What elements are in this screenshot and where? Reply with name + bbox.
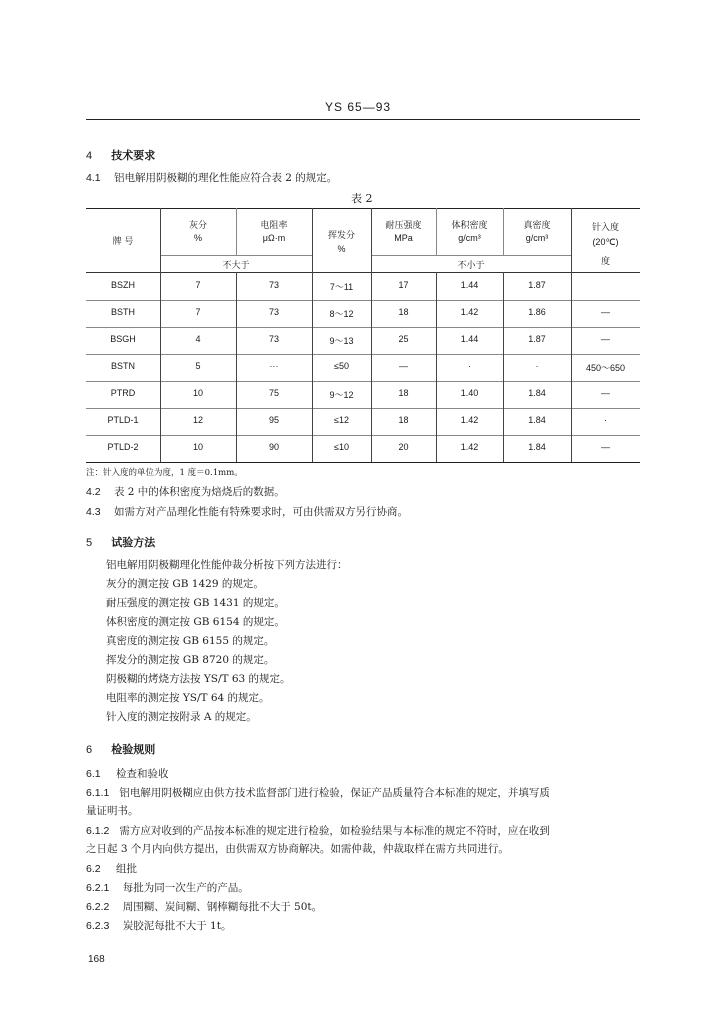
- clause-6-2: [86, 861, 137, 876]
- table-top-rule: [86, 208, 640, 209]
- cell-ash: 10: [192, 442, 203, 452]
- clause-6-1-1-text-2: 量证明书。: [86, 805, 139, 817]
- clause-6-2-2-number: 6.2.2: [86, 901, 110, 913]
- row-rule-1: [86, 300, 640, 301]
- cell-brand: PTLD-1: [107, 415, 139, 425]
- test-method-line: 针入度的测定按附录 A 的规定。: [106, 711, 257, 723]
- test-method-line: 阴极糊的烤烧方法按 YS/T 63 的规定。: [106, 673, 291, 685]
- header-compressive-unit: MPa: [394, 233, 413, 243]
- clause-6-1-number: 6.1: [86, 768, 101, 780]
- header-resistivity-unit: μΩ·m: [262, 233, 286, 243]
- clause-4-3-number: 4.3: [86, 506, 101, 518]
- cell-pen: —: [601, 307, 610, 317]
- header-subrule-left: [160, 255, 312, 256]
- cell-brand: PTRD: [110, 388, 136, 398]
- clause-6-2-1-text: 每批为同一次生产的产品。: [122, 882, 249, 894]
- cell-true: 1.87: [528, 280, 546, 290]
- header-volatile: 挥发分: [327, 231, 355, 241]
- page-number: 168: [88, 954, 105, 965]
- test-method-line: 灰分的测定按 GB 1429 的规定。: [106, 578, 264, 590]
- clause-6-2-number: 6.2: [86, 863, 101, 875]
- clause-4-2: [86, 484, 285, 499]
- cell-brand: BSTN: [110, 361, 135, 371]
- clause-4-1-number: 4.1: [86, 172, 101, 184]
- cell-comp: 17: [398, 280, 409, 290]
- cell-res: 73: [268, 307, 279, 317]
- cell-pen: 450～650: [585, 363, 626, 373]
- cell-ash: 7: [195, 280, 201, 290]
- clause-6-1-2: [86, 822, 646, 858]
- clause-6-2-1: [86, 880, 249, 895]
- clause-6-1-2-text-2: 之日起 3 个月内向供方提出，由供需双方协商解决。如需仲裁，仲裁取样在需方共同进行。: [86, 843, 509, 855]
- cell-vol: 8～12: [329, 309, 354, 319]
- cell-bulk: 1.44: [460, 280, 479, 290]
- cell-res: 95: [268, 415, 279, 425]
- clause-4-1-text: 铝电解用阴极糊的理化性能应符合表 2 的规定。: [113, 172, 338, 184]
- cell-true: 1.84: [528, 415, 546, 425]
- cell-true: 1.84: [528, 388, 546, 398]
- cell-true: 1.86: [528, 307, 546, 317]
- header-penetration: 针入度: [591, 223, 619, 233]
- cell-ash: 7: [195, 307, 201, 317]
- header-bulk-density: 体积密度: [451, 221, 488, 231]
- clause-4-3-text: 如需方对产品理化性能有特殊要求时，可由供需双方另行协商。: [113, 506, 408, 518]
- clause-6-1-1: [86, 784, 646, 820]
- clause-6-1-1-number: 6.1.1: [86, 787, 110, 799]
- cell-bulk: ·: [468, 361, 471, 371]
- cell-res: 73: [268, 334, 279, 344]
- test-method-line: 耐压强度的测定按 GB 1431 的规定。: [106, 597, 285, 609]
- cell-brand: BSZH: [110, 280, 135, 290]
- header-subrule-right: [371, 255, 571, 256]
- section-5-heading: [86, 531, 155, 550]
- cell-res: 73: [268, 280, 279, 290]
- clause-6-2-2-text: 周围糊、炭间糊、钢棒糊每批不大于 50t。: [122, 901, 323, 913]
- cell-pen: —: [601, 442, 610, 452]
- cell-ash: 5: [195, 361, 201, 371]
- test-method-line: 铝电解用阴极糊理化性能仲裁分析按下列方法进行：: [106, 559, 348, 571]
- cell-brand: BSTH: [110, 307, 135, 317]
- header-true-density-unit: g/cm³: [525, 233, 549, 243]
- header-bottom-rule: [86, 272, 640, 273]
- clause-6-1-2-line-1: [86, 822, 646, 840]
- cell-ash: 4: [195, 334, 201, 344]
- clause-6-1-2-text-1: 需方应对收到的产品按本标准的规定进行检验，如检验结果与本标准的规定不符时，应在收到: [119, 825, 550, 837]
- cell-comp: 25: [398, 334, 409, 344]
- standard-code: YS 65—93: [325, 100, 392, 114]
- cell-bulk: 1.42: [460, 415, 479, 425]
- cell-res: ···: [269, 361, 279, 371]
- cell-comp: 20: [398, 442, 409, 452]
- cell-pen: ·: [604, 415, 607, 425]
- header-ash-unit: %: [193, 233, 202, 243]
- clause-4-1: [86, 170, 337, 185]
- cell-brand: BSGH: [110, 334, 136, 344]
- row-rule-6: [86, 435, 640, 436]
- cell-bulk: 1.44: [460, 334, 479, 344]
- header-penetration-unit-2: 度: [600, 257, 610, 267]
- section-6-number: 6: [86, 744, 93, 756]
- clause-4-2-number: 4.2: [86, 486, 101, 498]
- clause-6-1: [86, 766, 168, 781]
- clause-4-2-text: 表 2 中的体积密度为焙烧后的数据。: [113, 486, 285, 498]
- cell-comp: 18: [398, 415, 409, 425]
- cell-comp: 18: [398, 388, 409, 398]
- cell-vol: ≤12: [334, 415, 349, 425]
- section-4-heading: [86, 144, 155, 163]
- section-5-number: 5: [86, 537, 93, 549]
- table-2: [86, 208, 640, 462]
- header-resistivity: 电阻率: [260, 221, 288, 231]
- cell-bulk: 1.42: [460, 442, 479, 452]
- test-method-line: 电阻率的测定按 YS/T 64 的规定。: [106, 692, 270, 704]
- section-5-title: 试验方法: [111, 536, 156, 549]
- clause-6-1-1-text-1: 铝电解用阴极糊应由供方技术监督部门进行检验，保证产品质量符合本标准的规定，并填写质: [119, 787, 550, 799]
- table-caption: 表 2: [351, 192, 373, 205]
- table-note: 注：针入度的单位为度，1 度＝0.1mm。: [86, 468, 243, 478]
- section-6-heading: [86, 738, 155, 757]
- clause-6-2-3-number: 6.2.3: [86, 920, 110, 932]
- test-method-line: 挥发分的测定按 GB 8720 的规定。: [106, 654, 275, 666]
- cell-pen: —: [601, 388, 610, 398]
- col-rule-5-head: [436, 208, 437, 255]
- cell-vol: 7～11: [329, 282, 354, 292]
- test-method-line: 真密度的测定按 GB 6155 的规定。: [106, 635, 275, 647]
- section-4-number: 4: [86, 150, 93, 162]
- header-not-greater: 不大于: [222, 261, 250, 271]
- header-rule: [86, 119, 640, 120]
- cell-ash: 12: [192, 415, 203, 425]
- cell-vol: ≤50: [334, 361, 349, 371]
- row-rule-4: [86, 381, 640, 382]
- cell-bulk: 1.42: [460, 307, 479, 317]
- cell-res: 75: [268, 388, 279, 398]
- clause-6-2-1-number: 6.2.1: [86, 882, 110, 894]
- cell-ash: 10: [192, 388, 203, 398]
- row-rule-3: [86, 354, 640, 355]
- clause-6-2-3: [86, 918, 231, 933]
- clause-6-2-3-text: 炭胶泥每批不大于 1t。: [122, 920, 232, 932]
- cell-pen: —: [601, 334, 610, 344]
- clause-6-2-text: 组批: [115, 863, 137, 875]
- cell-true: ·: [535, 361, 539, 371]
- cell-brand: PTLD-2: [107, 442, 139, 452]
- row-rule-5: [86, 408, 640, 409]
- cell-true: 1.87: [528, 334, 546, 344]
- header-volatile-unit: %: [337, 244, 346, 254]
- clause-6-2-2: [86, 899, 322, 914]
- cell-vol: 9～13: [329, 336, 354, 346]
- header-not-less: 不小于: [457, 261, 485, 271]
- col-rule-6-head: [503, 208, 504, 255]
- header-penetration-unit: (20℃): [592, 237, 619, 247]
- table-bottom-rule: [86, 462, 640, 463]
- clause-4-3: [86, 504, 408, 519]
- section-6-title: 检验规则: [111, 743, 156, 756]
- header-ash: 灰分: [188, 221, 207, 231]
- header-compressive: 耐压强度: [385, 221, 422, 231]
- test-method-line: 体积密度的测定按 GB 6154 的规定。: [106, 616, 285, 628]
- header-brand: 牌 号: [112, 237, 134, 247]
- test-methods-list: [106, 557, 348, 728]
- clause-6-1-1-line-1: [86, 784, 646, 802]
- cell-vol: 9～12: [329, 390, 354, 400]
- header-bulk-density-unit: g/cm³: [458, 233, 481, 243]
- cell-res: 90: [268, 442, 279, 452]
- col-rule-2-head: [236, 208, 237, 255]
- row-rule-2: [86, 327, 640, 328]
- cell-true: 1.84: [528, 442, 546, 452]
- cell-comp: 18: [398, 307, 409, 317]
- clause-6-1-text: 检查和验收: [115, 768, 169, 780]
- cell-comp: —: [399, 361, 408, 371]
- clause-6-1-2-number: 6.1.2: [86, 825, 110, 837]
- cell-vol: ≤10: [334, 442, 349, 452]
- section-4-title: 技术要求: [111, 149, 156, 162]
- cell-bulk: 1.40: [460, 388, 479, 398]
- header-true-density: 真密度: [523, 221, 551, 231]
